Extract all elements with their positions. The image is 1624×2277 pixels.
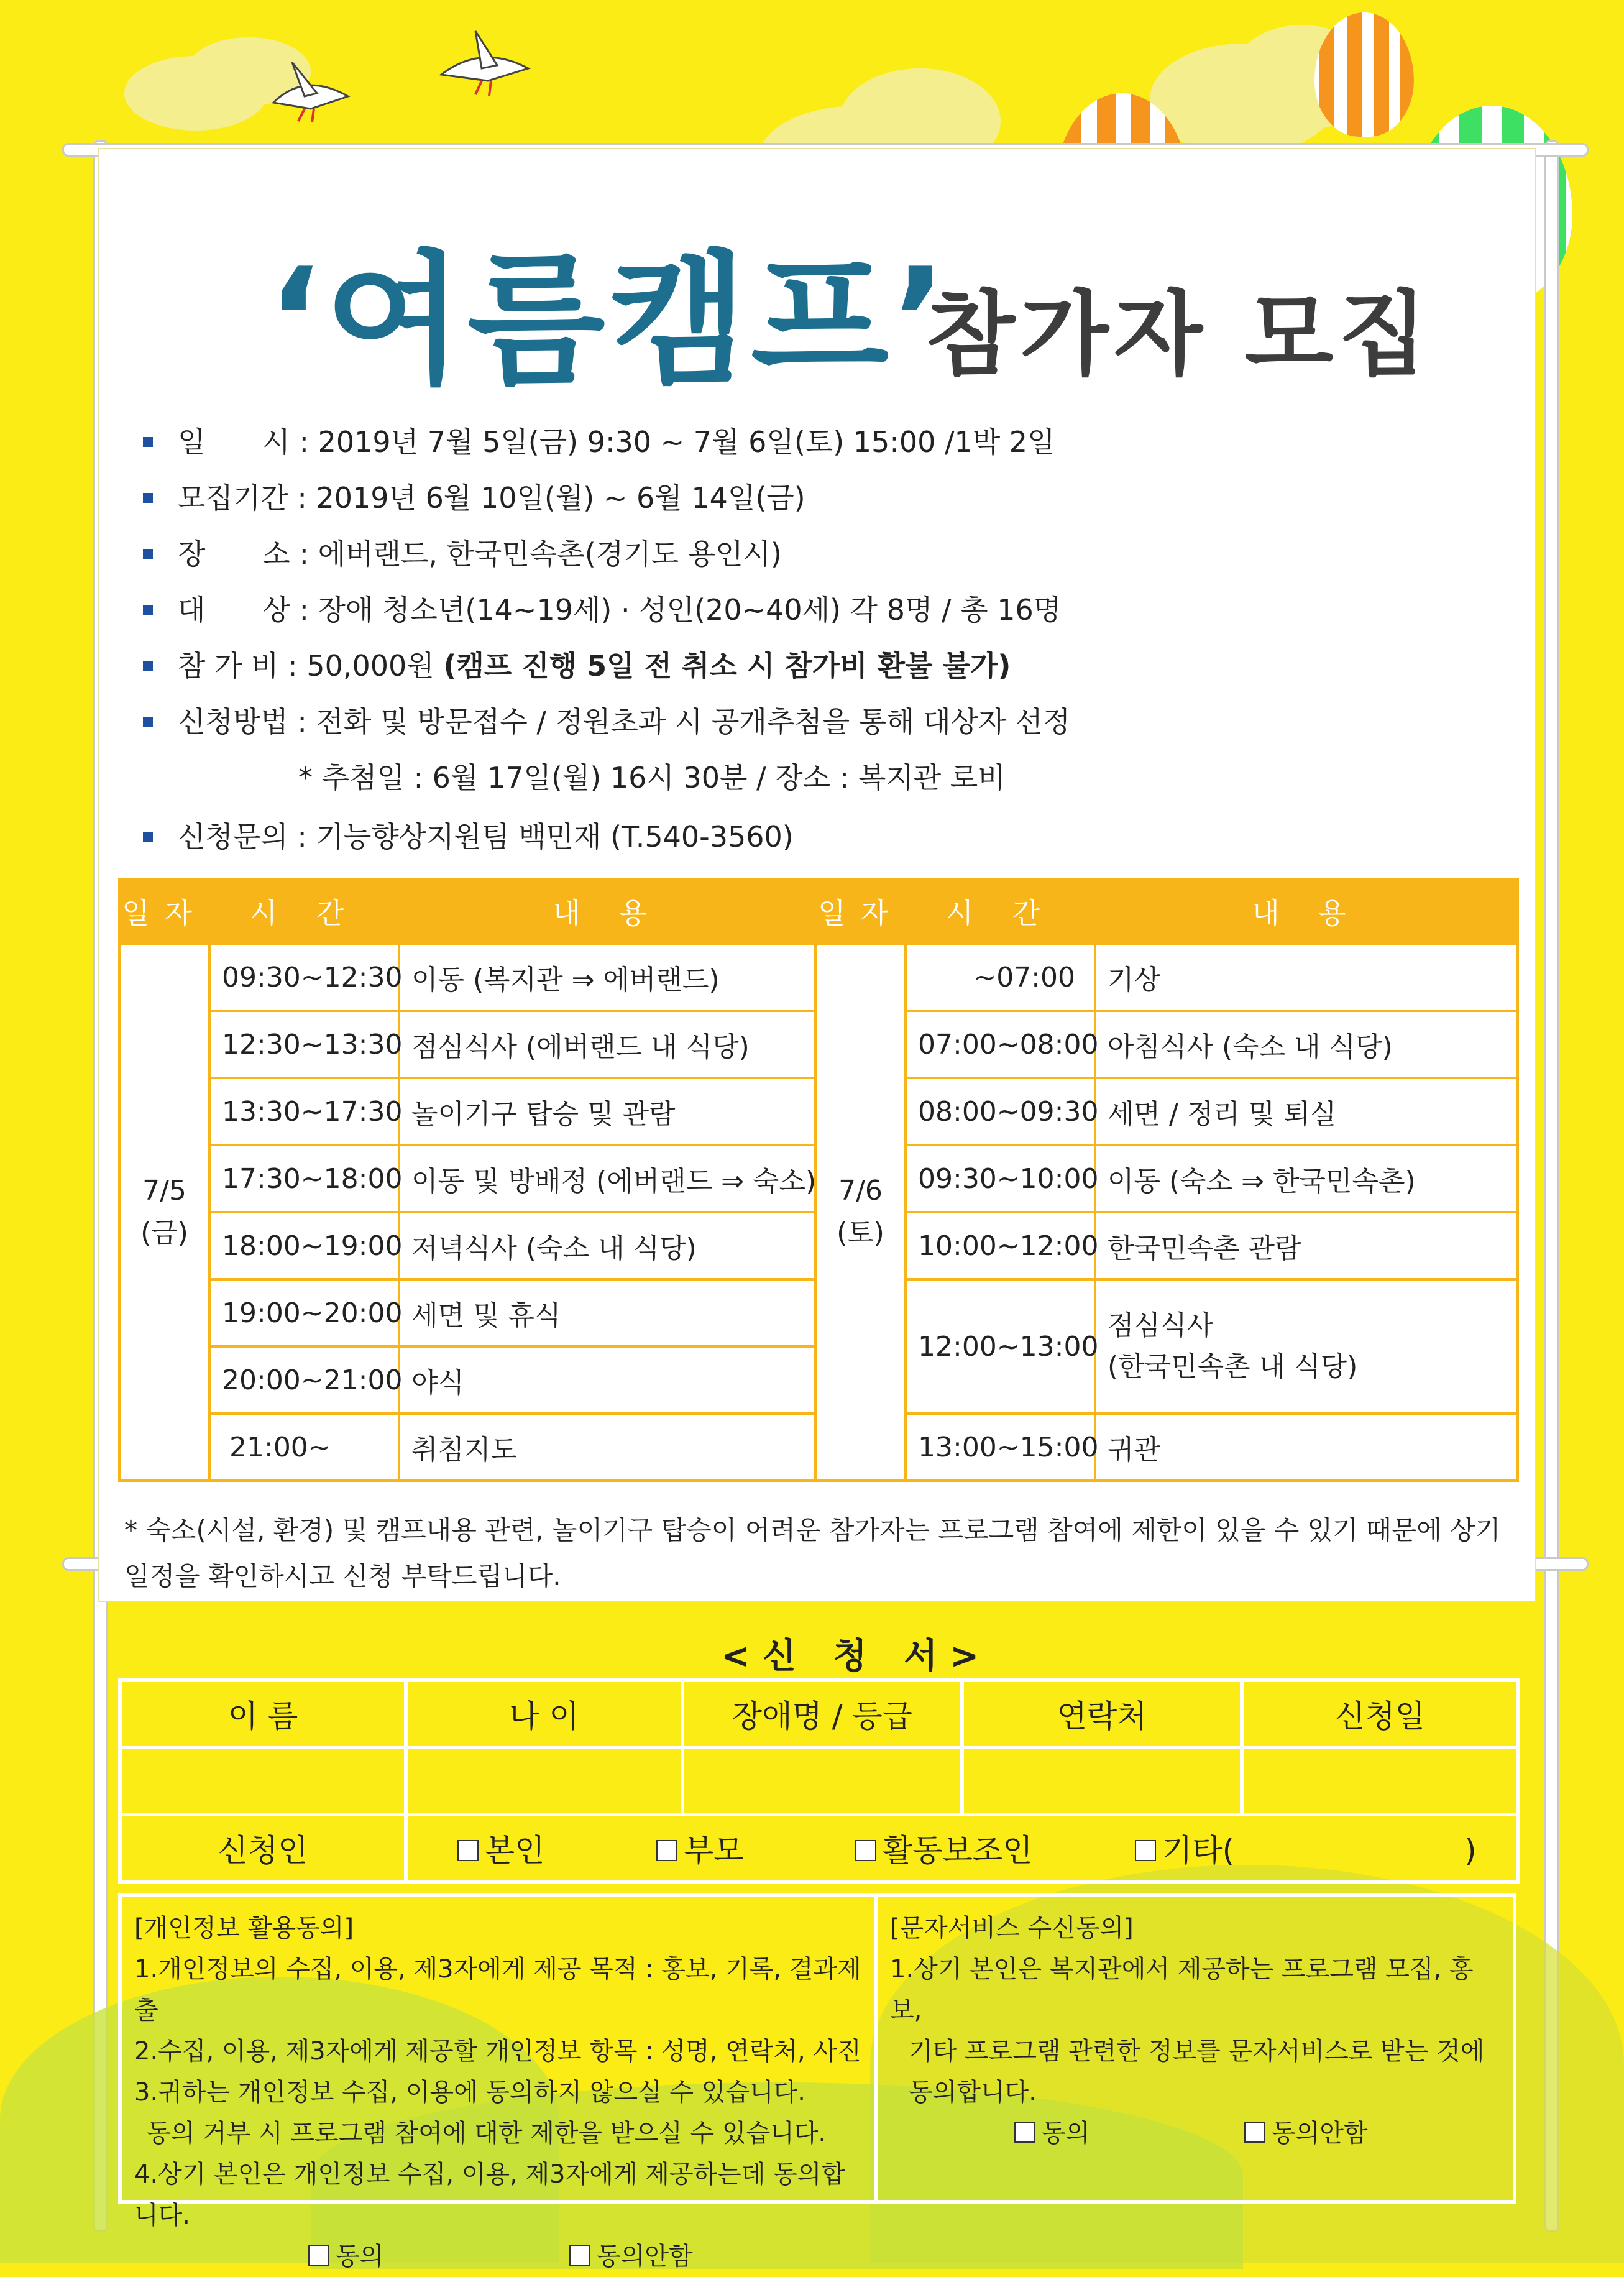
- notice-text: * 숙소(시설, 환경) 및 캠프내용 관련, 놀이기구 탑승이 어려운 참가자는 프로그램 참여에 제한이 있을 수 있기 때문에 상기 일정을 확인하시고 신청 부탁드립니다.: [124, 1515, 1501, 1591]
- info-lottery-note: * 추첨일 : 6월 17일(월) 16시 30분 / 장소 : 복지관 로비: [298, 761, 1006, 794]
- bullet-icon: [143, 605, 153, 615]
- form-header-contact: 연락처: [962, 1680, 1242, 1747]
- bullet-icon: [143, 832, 153, 842]
- checkbox-icon[interactable]: [457, 1840, 479, 1861]
- form-header-date: 신청일: [1242, 1680, 1518, 1747]
- checkbox-icon[interactable]: [1135, 1840, 1156, 1861]
- seagull-icon: [267, 59, 354, 127]
- page-title: ‘여름캠프’: [267, 238, 951, 404]
- privacy-line: 1.개인정보의 수집, 이용, 제3자에게 제공 목적 : 홍보, 기록, 결과제출: [134, 1955, 861, 2025]
- header-time: 시 간: [906, 879, 1095, 944]
- table-row: 12:30~13:30 점심식사 (에버랜드 내 식당) 07:00~08:00 아침식사 (숙소 내 식당): [119, 1011, 1518, 1078]
- lunch-cell: 점심식사 (한국민속촌 내 식당): [1095, 1279, 1518, 1414]
- bullet-icon: [143, 437, 153, 447]
- form-header-disability: 장애명 / 등급: [682, 1680, 962, 1747]
- bullet-icon: [143, 549, 153, 559]
- page-subtitle: 참가자 모집: [926, 281, 1433, 388]
- checkbox-icon[interactable]: [1244, 2122, 1265, 2143]
- checkbox-icon[interactable]: [1014, 2122, 1035, 2143]
- day2-cell: 7/6 (토): [815, 944, 906, 1481]
- info-location: 장 소 : 에버랜드, 한국민속촌(경기도 용인시): [143, 531, 782, 573]
- schedule-table: [118, 878, 1519, 1482]
- table-row: 20:00~21:00 야식: [119, 1346, 1518, 1414]
- info-apply-method: 신청방법 : 전화 및 방문접수 / 정원초과 시 공개추첨을 통해 대상자 선정: [143, 699, 1070, 740]
- option-other[interactable]: 기타( ): [1135, 1826, 1477, 1870]
- option-parent[interactable]: 부모: [656, 1826, 855, 1870]
- privacy-disagree-option[interactable]: 동의안함: [569, 2242, 693, 2271]
- info-date: 일 시 : 2019년 7월 5일(금) 9:30 ~ 7월 6일(토) 15:00 /1박 2일: [143, 420, 1055, 461]
- bullet-icon: [143, 661, 153, 671]
- privacy-line: 3.귀하는 개인정보 수집, 이용에 동의하지 않으실 수 있습니다.: [134, 2078, 805, 2107]
- hot-air-balloon-orange-small: [1314, 12, 1414, 137]
- info-fee: 참 가 비 : 50,000원 (캠프 진행 5일 전 취소 시 참가비 환불 불가): [143, 643, 1011, 684]
- privacy-consent-title: [개인정보 활용동의]: [134, 1914, 354, 1943]
- sms-line: 동의합니다.: [909, 2078, 1037, 2107]
- table-row: 18:00~19:00 저녁식사 (숙소 내 식당) 10:00~12:00 한국민속촌 관람: [119, 1212, 1518, 1279]
- checkbox-icon[interactable]: [855, 1840, 876, 1861]
- header-day: 일자: [119, 879, 209, 944]
- privacy-consent-box: [118, 1893, 878, 2271]
- seagull-icon: [438, 25, 531, 99]
- header-content: 내 용: [399, 879, 815, 944]
- info-target: 대 상 : 장애 청소년(14~19세) · 성인(20~40세) 각 8명 / 총 16명: [143, 587, 1061, 628]
- bullet-icon: [143, 717, 153, 727]
- header-time: 시 간: [209, 879, 399, 944]
- privacy-agree-option[interactable]: 동의: [308, 2236, 569, 2277]
- applicant-label: 신청인: [120, 1815, 406, 1882]
- privacy-line: 2.수집, 이용, 제3자에게 제공할 개인정보 항목 : 성명, 연락처, 사진: [134, 2037, 861, 2066]
- form-header-name: 이 름: [120, 1680, 406, 1747]
- option-self[interactable]: 본인: [457, 1826, 656, 1870]
- sms-consent-title: [문자서비스 수신동의]: [890, 1914, 1134, 1943]
- form-title: <신 청 서>: [721, 1636, 992, 1677]
- checkbox-icon[interactable]: [569, 2245, 590, 2266]
- info-recruit-period: 모집기간 : 2019년 6월 10일(월) ~ 6월 14일(금): [143, 476, 805, 517]
- bullet-icon: [143, 493, 153, 503]
- schedule-header-row: [119, 879, 1518, 944]
- name-field[interactable]: [120, 1747, 406, 1815]
- form-header-age: 나 이: [406, 1680, 682, 1747]
- table-row: 19:00~20:00 세면 및 휴식 12:00~13:00 점심식사 (한국민속촌 내 식당): [119, 1279, 1518, 1346]
- checkbox-icon[interactable]: [308, 2245, 329, 2266]
- form-header-row: [120, 1680, 1518, 1747]
- info-contact: 신청문의 : 기능향상지원팀 백민재 (T.540-3560): [143, 814, 794, 855]
- table-row: 21:00~ 취침지도 13:00~15:00 귀관: [119, 1414, 1518, 1481]
- date-field[interactable]: [1242, 1747, 1518, 1815]
- sms-choice: [890, 2113, 1500, 2154]
- age-field[interactable]: [406, 1747, 682, 1815]
- sms-line: 기타 프로그램 관련한 정보를 문자서비스로 받는 것에: [909, 2037, 1485, 2066]
- form-input-row: [120, 1747, 1518, 1815]
- header-content: 내 용: [1095, 879, 1518, 944]
- sms-disagree-option[interactable]: 동의안함: [1244, 2119, 1368, 2148]
- day1-cell: 7/5 (금): [119, 944, 209, 1481]
- applicant-row: [120, 1815, 1518, 1882]
- sms-consent-box: [874, 1893, 1516, 2204]
- table-row: 13:30~17:30 놀이기구 탑승 및 관람 08:00~09:30 세면 / 정리 및 퇴실: [119, 1078, 1518, 1145]
- application-form-table: [118, 1678, 1520, 1884]
- sms-line: 1.상기 본인은 복지관에서 제공하는 프로그램 모집, 홍보,: [890, 1955, 1474, 2025]
- privacy-choice: [134, 2236, 861, 2277]
- table-row: 17:30~18:00 이동 및 방배정 (에버랜드 ⇒ 숙소) 09:30~10:00 이동 (숙소 ⇒ 한국민속촌): [119, 1145, 1518, 1212]
- privacy-line: 동의 거부 시 프로그램 참여에 대한 제한을 받으실 수 있습니다.: [147, 2119, 827, 2148]
- frame-pole-right: [1544, 140, 1559, 2232]
- header-day: 일자: [815, 879, 906, 944]
- table-row: 7/5 (금) 09:30~12:30 이동 (복지관 ⇒ 에버랜드) 7/6 (토) ~07:00 기상: [119, 944, 1518, 1011]
- sms-agree-option[interactable]: 동의: [1014, 2113, 1244, 2154]
- contact-field[interactable]: [962, 1747, 1242, 1815]
- applicant-options: [406, 1815, 1518, 1882]
- checkbox-icon[interactable]: [656, 1840, 677, 1861]
- privacy-line: 4.상기 본인은 개인정보 수집, 이용, 제3자에게 제공하는데 동의합니다.: [134, 2160, 846, 2230]
- option-assistant[interactable]: 활동보조인: [855, 1826, 1135, 1870]
- disability-field[interactable]: [682, 1747, 962, 1815]
